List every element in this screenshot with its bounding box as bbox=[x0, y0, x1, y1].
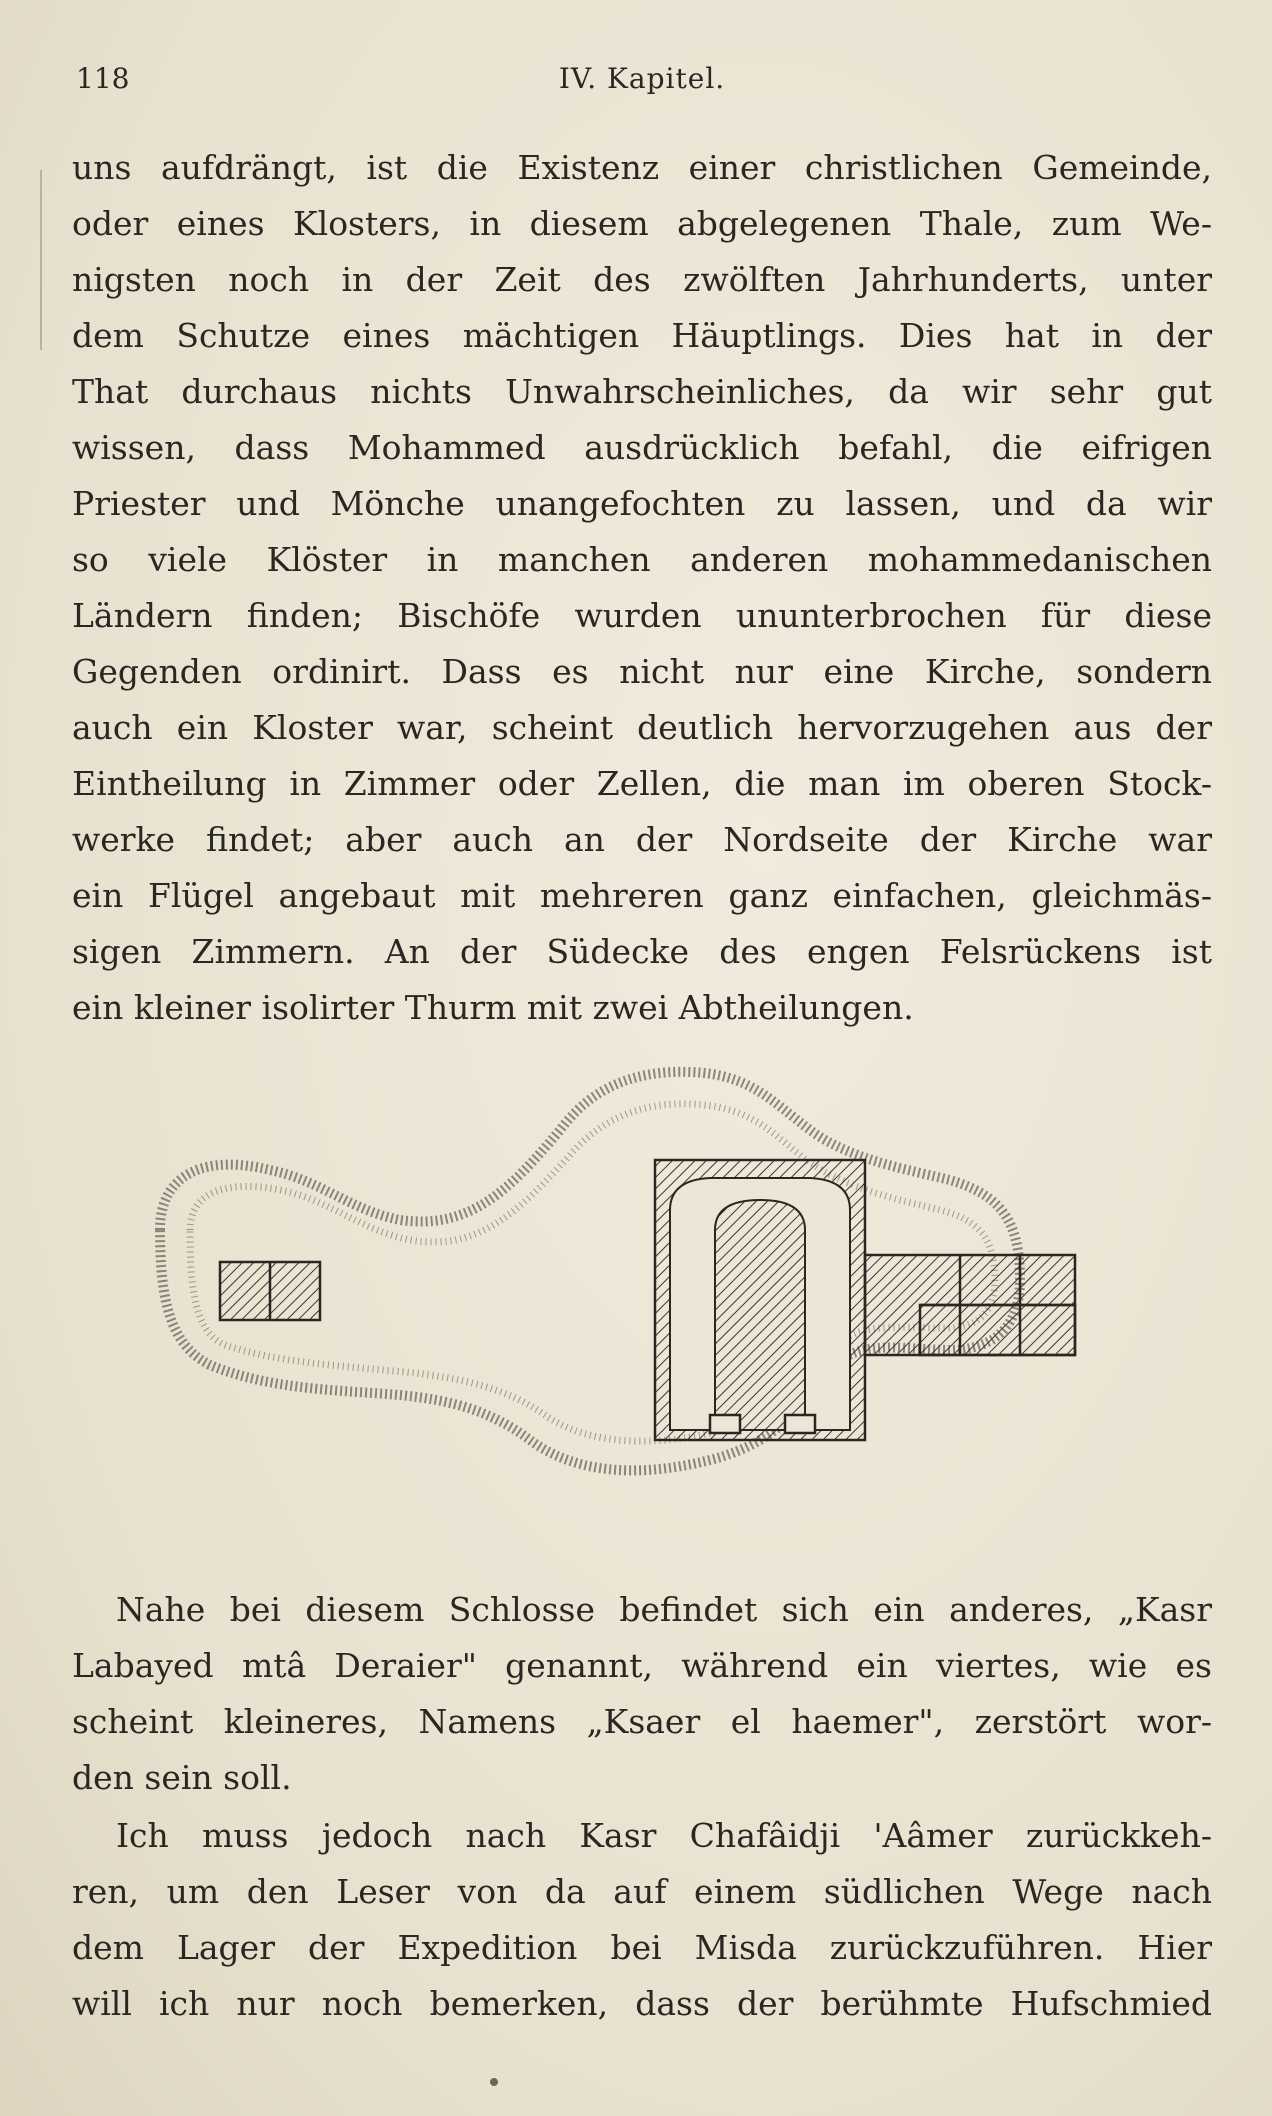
text-line: oder eines Klosters, in diesem abgelegenen Thale, zum We- bbox=[72, 204, 1212, 243]
paragraph-2 bbox=[72, 1582, 1212, 1806]
text-line: ein kleiner isolirter Thurm mit zwei Abtheilungen. bbox=[72, 988, 914, 1027]
paragraph-3 bbox=[72, 1808, 1212, 2032]
paragraph-1 bbox=[72, 140, 1212, 1036]
text-line: will ich nur noch bemerken, dass der berühmte Hufschmied bbox=[72, 1984, 1212, 2023]
small-tower bbox=[220, 1262, 320, 1320]
text-line: so viele Klöster in manchen anderen mohammedanischen bbox=[72, 540, 1212, 579]
text-line: dem Schutze eines mächtigen Häuptlings. Dies hat in der bbox=[72, 316, 1212, 355]
text-line: Labayed mtâ Deraier" genannt, während ein viertes, wie es bbox=[72, 1646, 1212, 1685]
margin-pencil-mark bbox=[40, 170, 42, 350]
running-title: IV. Kapitel. bbox=[558, 62, 726, 95]
text-line: Gegenden ordinirt. Dass es nicht nur eine Kirche, sondern bbox=[72, 652, 1212, 691]
text-line: Eintheilung in Zimmer oder Zellen, die man im oberen Stock- bbox=[72, 764, 1212, 803]
text-line: ren, um den Leser von da auf einem südlichen Wege nach bbox=[72, 1872, 1212, 1911]
text-line: Nahe bei diesem Schlosse befindet sich ein anderes, „Kasr bbox=[116, 1590, 1212, 1629]
ink-dot bbox=[490, 2078, 498, 2086]
church-building bbox=[655, 1160, 865, 1440]
text-line: Ich muss jedoch nach Kasr Chafâidji 'Aâmer zurückkeh- bbox=[116, 1816, 1212, 1855]
text-line: Priester und Mönche unangefochten zu lassen, und da wir bbox=[72, 484, 1212, 523]
text-line: den sein soll. bbox=[72, 1758, 292, 1797]
text-line: wissen, dass Mohammed ausdrücklich befahl, die eifrigen bbox=[72, 428, 1212, 467]
text-line: ein Flügel angebaut mit mehreren ganz einfachen, gleichmäs- bbox=[72, 876, 1212, 915]
text-line: scheint kleineres, Namens „Ksaer el haemer", zerstört wor- bbox=[72, 1702, 1212, 1741]
page-header bbox=[72, 62, 1212, 102]
text-line: dem Lager der Expedition bei Misda zurückzuführen. Hier bbox=[72, 1928, 1212, 1967]
ruin-plan-illustration bbox=[150, 1060, 1120, 1540]
text-line: auch ein Kloster war, scheint deutlich hervorzugehen aus der bbox=[72, 708, 1212, 747]
side-wing bbox=[865, 1255, 1075, 1355]
text-line: nigsten noch in der Zeit des zwölften Jahrhunderts, unter bbox=[72, 260, 1212, 299]
text-line: werke findet; aber auch an der Nordseite der Kirche war bbox=[72, 820, 1212, 859]
text-line: Ländern finden; Bischöfe wurden ununterbrochen für diese bbox=[72, 596, 1212, 635]
text-line: That durchaus nichts Unwahrscheinliches, da wir sehr gut bbox=[72, 372, 1212, 411]
page-number: 118 bbox=[76, 62, 130, 95]
text-line: sigen Zimmern. An der Südecke des engen Felsrückens ist bbox=[72, 932, 1212, 971]
text-line: uns aufdrängt, ist die Existenz einer christlichen Gemeinde, bbox=[72, 148, 1212, 187]
